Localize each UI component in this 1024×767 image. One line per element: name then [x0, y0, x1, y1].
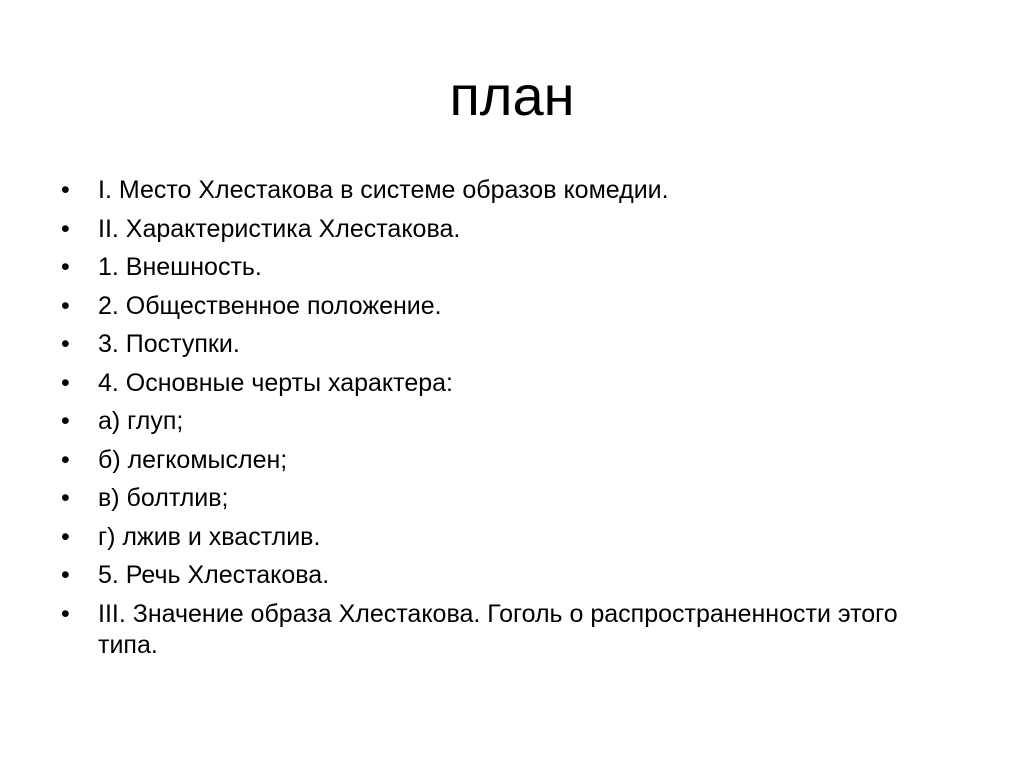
list-item-text: 1. Внешность.	[98, 253, 262, 281]
list-item-text: б) легкомыслен;	[98, 445, 288, 474]
list-item-text: 5. Речь Хлестакова.	[98, 561, 330, 589]
list-item	[61, 214, 951, 245]
bullet-list	[61, 175, 951, 668]
list-item	[61, 368, 951, 399]
list-item-text: 2. Общественное положение.	[98, 291, 442, 320]
list-item-text: I. Место Хлестакова в системе образов комедии.	[98, 176, 669, 204]
list-item	[61, 175, 951, 206]
list-item	[61, 522, 951, 553]
bullet-icon: •	[61, 599, 70, 628]
list-item	[61, 252, 951, 283]
list-item-text: в) болтлив;	[98, 484, 229, 512]
list-item-text: 4. Основные черты характера:	[98, 368, 453, 397]
list-item	[61, 599, 951, 661]
bullet-icon: •	[61, 291, 70, 320]
list-item	[61, 483, 951, 514]
bullet-icon: •	[61, 484, 70, 512]
bullet-icon: •	[61, 330, 70, 358]
bullet-icon: •	[61, 368, 70, 397]
bullet-icon: •	[61, 445, 70, 474]
slide-title: план	[449, 64, 575, 127]
list-item	[61, 560, 951, 591]
list-item-text: а) глуп;	[98, 407, 184, 435]
list-item-text: г) лжив и хвастлив.	[98, 522, 321, 551]
bullet-icon: •	[61, 522, 70, 551]
list-item	[61, 445, 951, 476]
bullet-icon: •	[61, 253, 70, 281]
list-item-text: II. Характеристика Хлестакова.	[98, 214, 461, 243]
list-item	[61, 291, 951, 322]
list-item-text: 3. Поступки.	[98, 330, 240, 358]
list-item	[61, 406, 951, 437]
bullet-icon: •	[61, 176, 70, 204]
bullet-icon: •	[61, 561, 70, 589]
bullet-icon: •	[61, 407, 70, 435]
list-item	[61, 329, 951, 360]
bullet-icon: •	[61, 214, 70, 243]
list-item-text: III. Значение образа Хлестакова. Гоголь о распространенности этого типа.	[98, 599, 898, 659]
